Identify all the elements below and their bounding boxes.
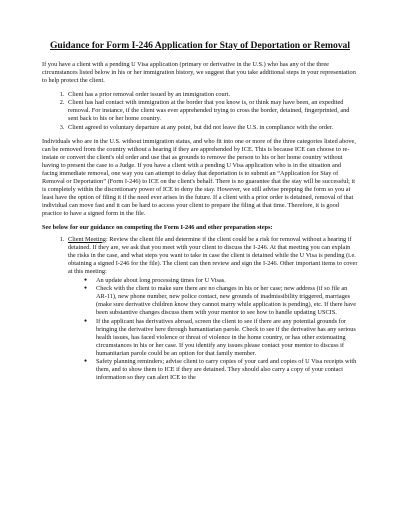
- step-label: Client Meeting: [68, 235, 106, 243]
- list-item: 3. Client agreed to voluntary departure at any point, but did not leave the U.S. in compliance with the order.: [66, 124, 358, 132]
- list-item: ● If the applicant has derivatives abroad, screen the client to see if there are any potential grounds for bringing the derivative here through humanitarian parole. Check to see if the derivative has any serious health issues, has faced violence or threat of violence in the home country, or has other extenuating circumstances in his or her case. If you identify any issues please contact your mentor to discuss if humanitarian parole could be an option for that family member.: [84, 318, 358, 358]
- intro-paragraph: If you have a client with a pending U Visa application (primary or derivative in the U.S.) who has any of the three circumstances listed below in his or her immigration history, we suggest that you take additional steps in your representation to help protect the client.: [42, 61, 356, 84]
- list-item: 2. Client has had contact with immigration at the border that you know is, or think may have been, an expedited removal. For instance, if the client was ever apprehended trying to cross the border, detained, fingerprinted, and sent back to his or her home country.: [66, 99, 358, 123]
- list-item: ● Check with the client to make sure there are no changes in his or her case; new address (if so file an AR-11), new phone number, new police contact, new grounds of inadmissibility triggered, marriages (make sure derivative children know they cannot marry while application is pending), etc. If there have been substantive changes discuss them with your mentor to see how to handle updating USCIS.: [84, 285, 358, 317]
- meeting-items-list: [68, 277, 358, 382]
- list-item: 1. Client has a prior removal order issued by an immigration court.: [66, 91, 358, 99]
- step-text: : Review the client file and determine if the client could be a risk for removal without a hearing if detained. If they are, we ask that you meet with your client to discuss the I-246. At that meeting you can explain the risks in the case, and what steps you want to take in case the client is detained while the U Visa is pending (i.e. obtaining a signed I-246 for the file). The client can then review and sign the I-246. Other important items to cover at this meeting:: [68, 235, 358, 275]
- step-client-meeting: [66, 236, 358, 382]
- list-item: ● An update about long processing times for U Visas.: [84, 277, 358, 285]
- circumstances-list: [42, 91, 358, 132]
- steps-list: [42, 236, 358, 382]
- list-item: ● Safety planning reminders; advise client to carry copies of your card and copies of U Visa receipts with them, and to show them to ICE if they are detained. They should also carry a copy of your contact information so they can alert ICE to the: [84, 358, 358, 382]
- explanation-paragraph: Individuals who are in the U.S. without immigration status, and who fit into one or more of the three categories listed above, can be removed from the country without a hearing if they are apprehended by ICE. This is because ICE can choose to re-instate or convert the client's old order and use that as grounds to remove the person to his or her home country without having to present the case to a Judge. If you have a client with a pending U Visa application who is in the situation and facing immediate removal, one way you can attempt to delay that deportation is to submit an “Application for Stay of Removal or Deportation” (Form I-246) to ICE on the client's behalf. There is no guarantee that the stay will be successful; it is completely within the discretionary power of ICE to deny the stay. However, we still advise prepping the form so you at least have the option of filing it if the need ever arises in the future. If a client with a prior order is detained, removal of that individual can move fast and it can be hard to access your client to prepare the filing at that time. Therefore, it is good practice to have a signed form in the file.: [42, 137, 356, 217]
- page-title: Guidance for Form I-246 Application for Stay of Deportation or Removal: [49, 40, 351, 51]
- guidance-subheading: See below for our guidance on competing the Form I-246 and other preparation steps:: [42, 223, 273, 231]
